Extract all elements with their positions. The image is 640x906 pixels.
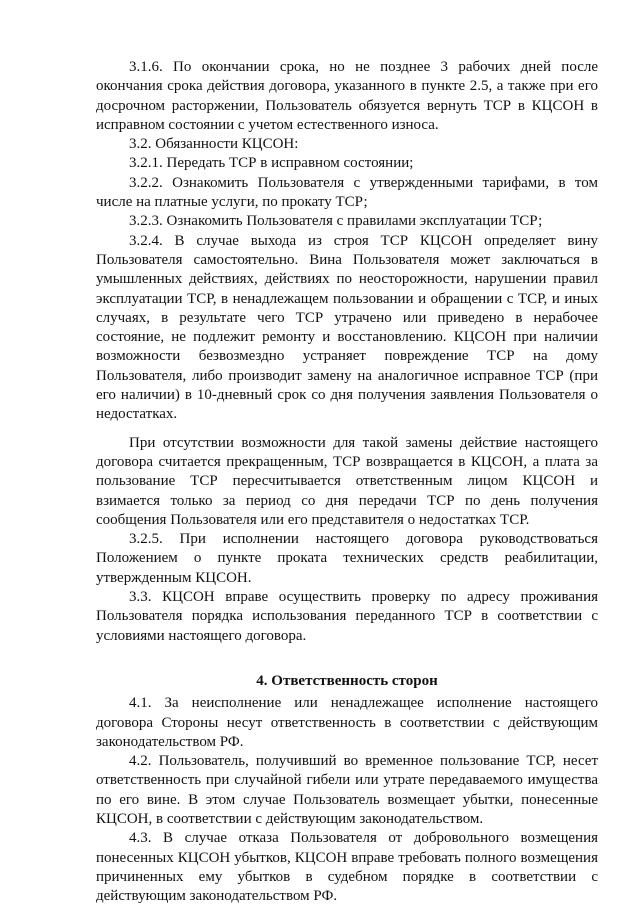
paragraph-3-3: 3.3. КЦСОН вправе осуществить проверку по адресу проживания Пользователя порядка использования переданного ТСР в соответствии с условиями настоящего договора. (96, 589, 598, 644)
paragraph-3-2-4: 3.2.4. В случае выхода из строя ТСР КЦСОН определяет вину Пользователя самостоятельно. Вина Пользователя может заключаться в умышленных действиях, действиях по неосторожности, нарушении правил эксплуатации ТСР, в ненадлежащем пользовании и обращении с ТСР, и иных случаях, в результате чего ТСР утрачено или приведено в нерабочее состояние, не подлежит ремонту и восстановлению. КЦСОН при наличии возможности безвозмездно устраняет повреждение ТСР на дому Пользователя, либо производит замену на аналогичное исправное ТСР (при его наличии) в 10-дневный срок со дня получения заявления Пользователя о недостатках. (96, 232, 598, 423)
paragraph-replacement: При отсутствии возможности для такой замены действие настоящего договора считается прекращенным, ТСР возвращается в КЦСОН, а плата за пользование ТСР пересчитывается ответственным лицом КЦСОН и взимается только за период со дня передачи ТСР по день получения сообщения Пользователя или его представителя о недостатках ТСР. (96, 434, 598, 528)
paragraph-3-2: 3.2. Обязанности КЦСОН: (129, 136, 299, 153)
paragraph-3-2-2: 3.2.2. Ознакомить Пользователя с утвержденными тарифами, в том числе на платные услуги, по прокату ТСР; (96, 174, 598, 211)
paragraph-4-1: 4.1. За неисполнение или ненадлежащее исполнение настоящего договора Стороны несут ответственность в соответствии с действующим законодательством РФ. (96, 695, 598, 750)
paragraph-3-2-3: 3.2.3. Ознакомить Пользователя с правилами эксплуатации ТСР; (129, 213, 543, 230)
paragraph-3-2-1: 3.2.1. Передать ТСР в исправном состоянии; (129, 155, 414, 172)
paragraph-3-1-6: 3.1.6. По окончании срока, но не позднее 3 рабочих дней после окончания срока действия договора, указанного в пункте 2.5, а также при его досрочном расторжении, Пользователь обязуется вернуть ТСР в КЦСОН в исправном состоянии с учетом естественного износа. (96, 59, 598, 133)
document-page (96, 58, 598, 906)
paragraph-4-2: 4.2. Пользователь, получивший во временное пользование ТСР, несет ответственность при случайной гибели или утрате передаваемого имущества по его вине. В этом случае Пользователь возмещает убытки, понесенные КЦСОН, в соответствии с действующим законодательством. (96, 753, 598, 827)
section-heading-responsibility: 4. Ответственность сторон (256, 672, 438, 689)
paragraph-3-2-5: 3.2.5. При исполнении настоящего договора руководствоваться Положением о пункте проката технических средств реабилитации, утвержденным КЦСОН. (96, 531, 598, 586)
paragraph-4-3: 4.3. В случае отказа Пользователя от добровольного возмещения понесенных КЦСОН убытков, КЦСОН вправе требовать полного возмещения причиненных ему убытков в судебном порядке в соответствии с действующим законодательством РФ. (96, 830, 598, 905)
